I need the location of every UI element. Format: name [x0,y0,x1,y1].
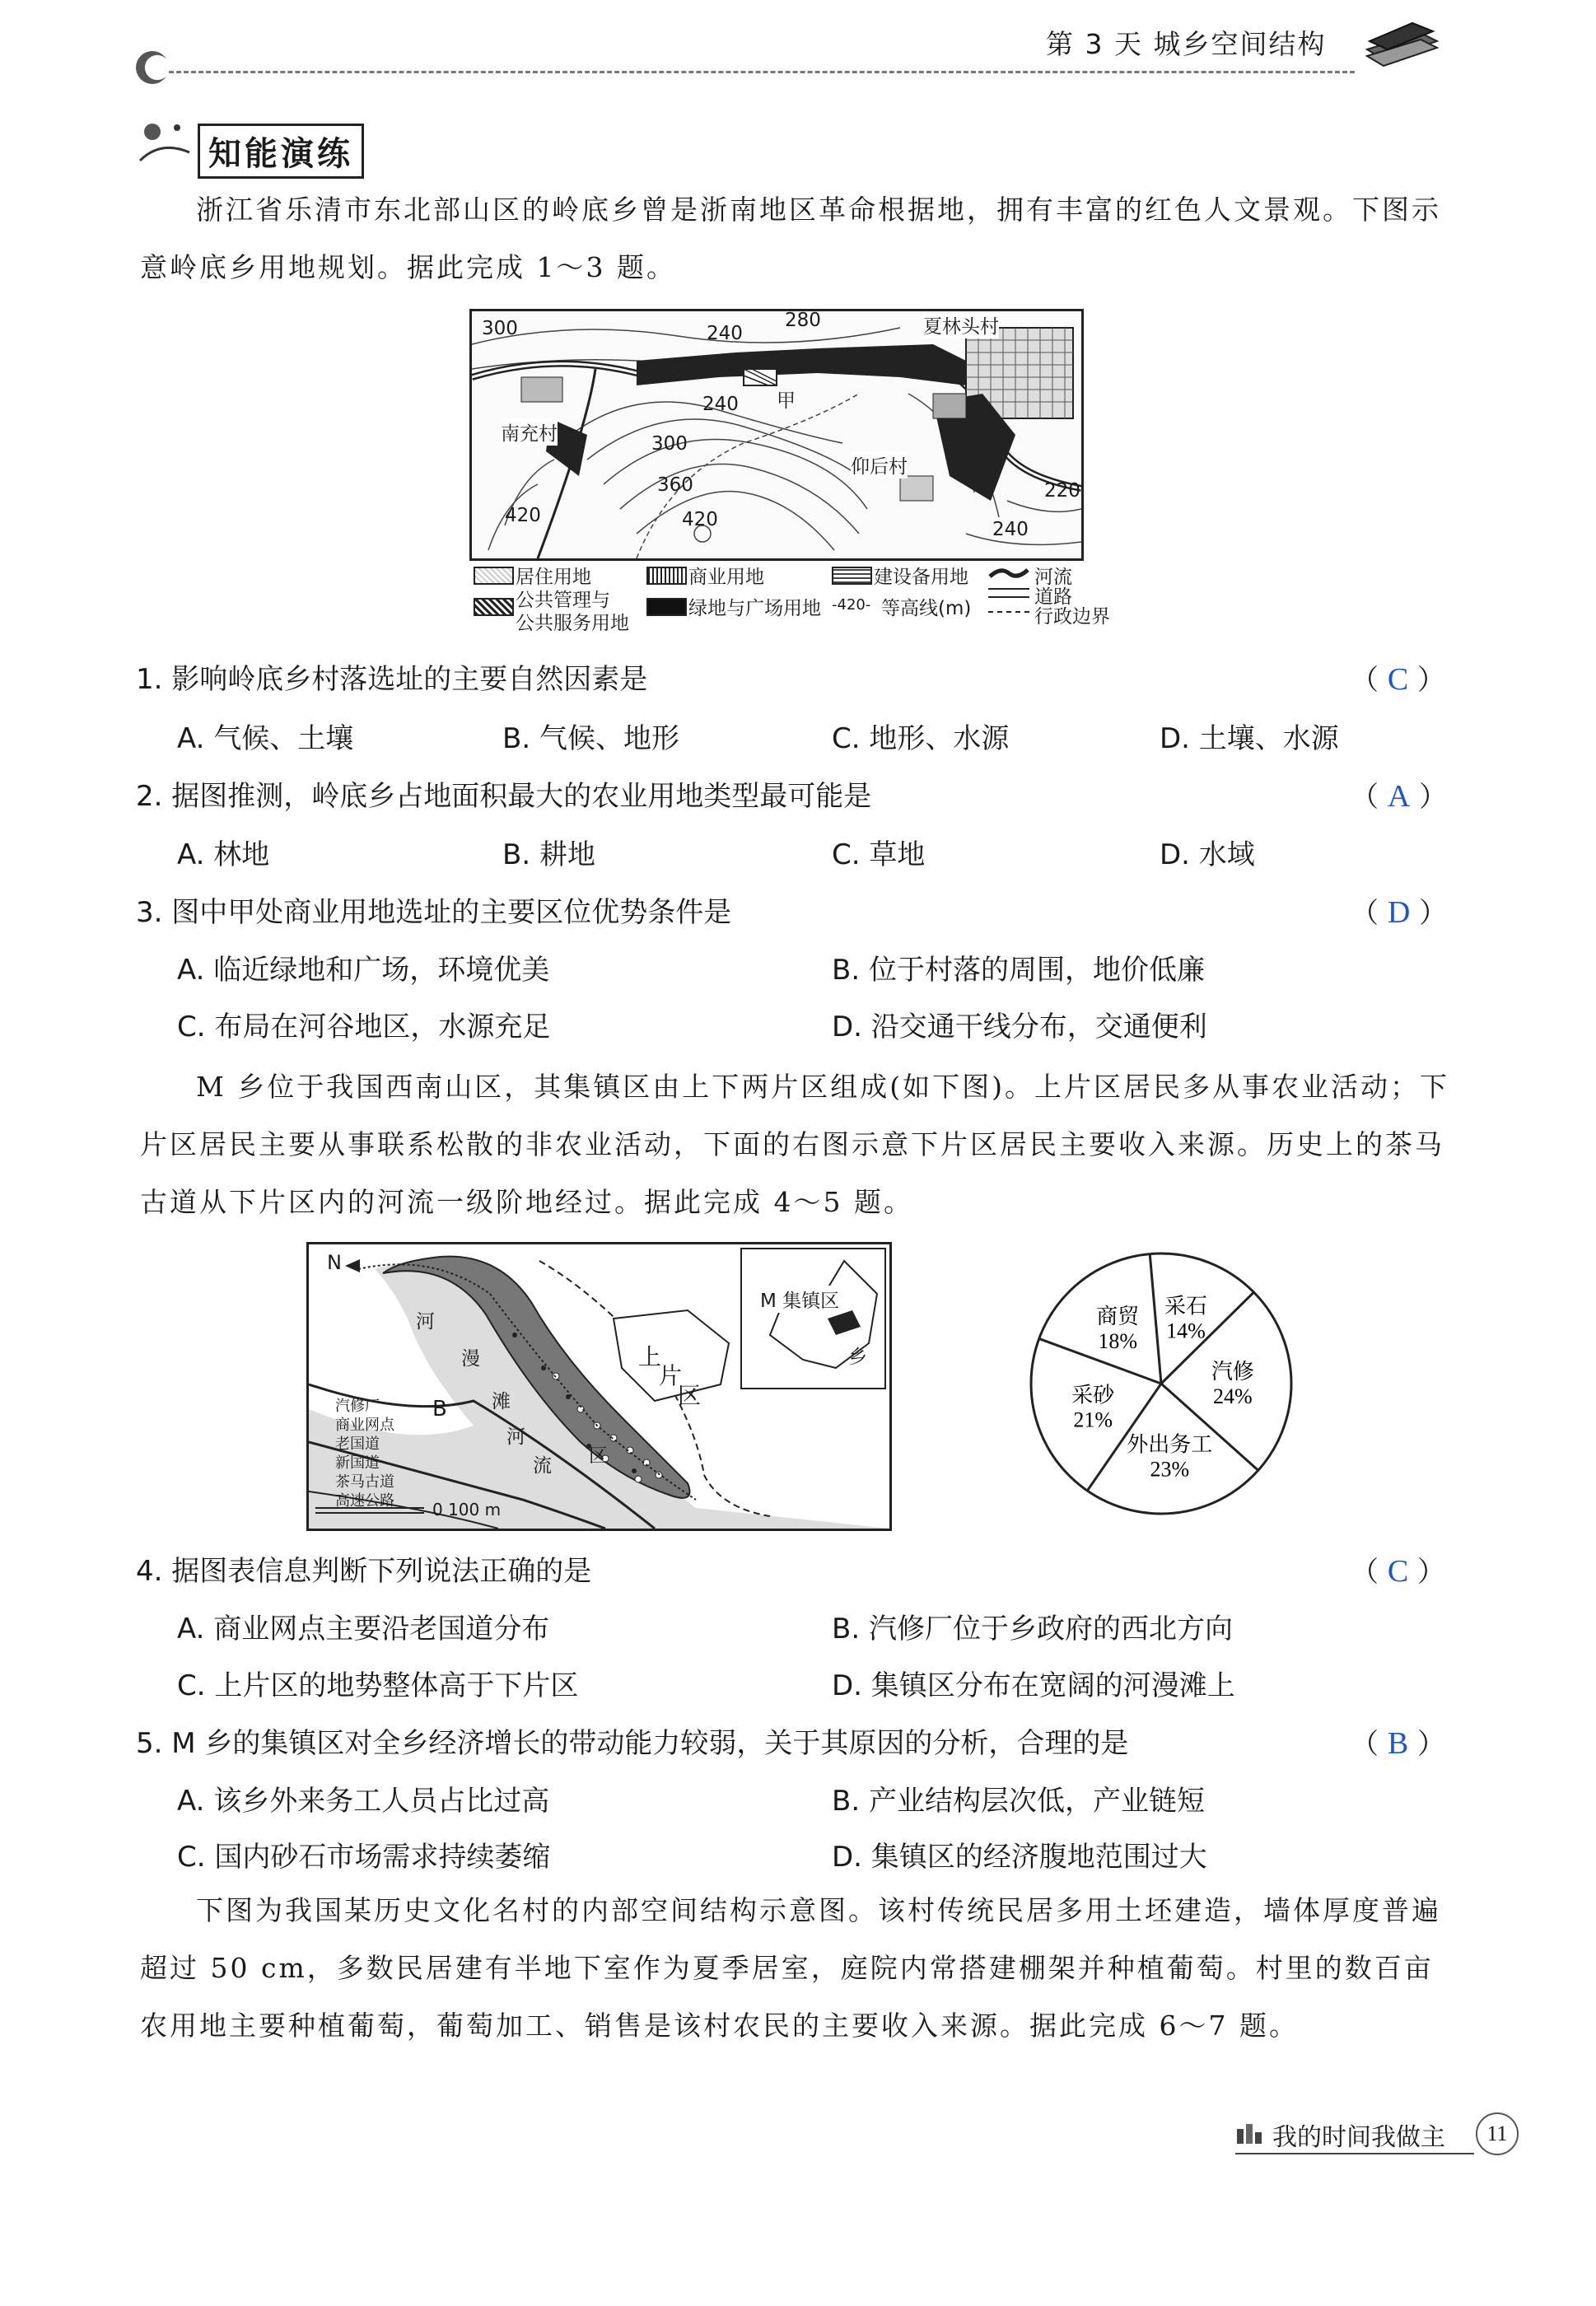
option-2c: C. 草地 [832,838,926,871]
pie-category-label: 汽修 [1211,1359,1254,1384]
answer-5: （ B ） [1351,1726,1445,1761]
option-5b: B. 产业结构层次低，产业链短 [832,1785,1205,1818]
option-1d: D. 土壤、水源 [1160,722,1339,755]
answer-1: （ C ） [1351,662,1445,697]
land-use-legend [469,560,1128,642]
village-label: 南充村 [501,418,558,446]
residential-swatch-icon [474,567,514,585]
contour-label: 220 [1044,480,1080,502]
commercial-swatch-icon [646,567,687,585]
legend-public: 公共管理与 [516,590,610,611]
answer-4: （ C ） [1351,1554,1445,1589]
option-4a: A. 商业网点主要沿老国道分布 [177,1613,550,1645]
question-4: 4. 据图表信息判断下列说法正确的是 [136,1555,592,1588]
option-2b: B. 耕地 [502,838,595,871]
footer-underline [1235,2153,1474,2154]
village-label: 夏林头村 [923,311,999,338]
passage-2: M 乡位于我国西南山区，其集镇区由上下两片区组成(如下图)。上片区居民多从事农业活动；下片区居民主要从事联系松散的非农业活动，下面的右图示意下片区居民主要收入来源。历史上的茶马古道从下片区内的河流一级阶地经过。据此完成 4～5 题。 [140,1071,1450,1218]
passage-1: 浙江省乐清市东北部山区的岭底乡曾是浙南地区革命根据地，拥有丰富的红色人文景观。下图示意岭底乡用地规划。据此完成 1～3 题。 [140,194,1441,283]
legend-river: 河流 [1034,567,1072,588]
answer-2: （ A ） [1351,779,1448,814]
contour-label: 240 [702,394,739,415]
village-label: 仰后村 [851,451,908,478]
book-stack-icon [1363,16,1441,74]
question-2: 2. 据图推测，岭底乡占地面积最大的农业用地类型最可能是 [136,780,872,813]
scale-bar-label: 0 100 m [432,1500,502,1519]
legend-road: 道路 [1034,586,1072,608]
section-title: 知能演练 [198,124,364,179]
option-2d: D. 水域 [1160,838,1255,871]
option-3a: A. 临近绿地和广场，环境优美 [177,954,550,987]
floodplain-label: 漫 [461,1348,480,1370]
district-label: 区 [589,1445,608,1467]
contour-label: 300 [482,318,518,339]
legend-new-highway: 新国道 [335,1454,380,1472]
contour-label: 240 [992,519,1029,540]
contour-label: 420 [682,509,718,530]
legend-construction: 建设备用地 [874,567,968,588]
floodplain-label-2: 滩 [492,1391,511,1412]
land-use-map-drawing [472,311,1081,558]
option-2a: A. 林地 [177,838,270,871]
contour-label: 240 [707,323,743,344]
river-label-2: 河 [506,1426,525,1448]
option-1c: C. 地形、水源 [832,722,1010,755]
pie-category-label: 采砂 [1071,1383,1115,1408]
construction-swatch-icon [832,567,872,585]
option-5d: D. 集镇区的经济腹地范围过大 [832,1841,1207,1874]
option-1b: B. 气候、地形 [502,722,679,755]
income-pie-chart [1025,1248,1297,1519]
footer-decoration-icon [1235,2121,1263,2145]
pie-category-label: 采石 [1164,1294,1208,1319]
contour-label: 300 [651,433,688,455]
pie-value-label: 14% [1166,1319,1206,1343]
corner-decoration-icon [136,51,169,84]
boundary-symbol-icon [988,611,1029,613]
legend-garage: 汽修厂 [335,1398,380,1415]
contour-label: 420 [505,505,541,526]
legend-residential: 居住用地 [516,567,591,588]
section-title-decoration-icon [136,115,194,165]
land-use-map [469,309,1084,561]
upper-district-label: 上 [638,1343,662,1370]
green-swatch-icon [646,598,687,616]
upper-district-label-2: 片 [659,1362,683,1389]
header-divider [169,71,1355,73]
river-label-3: 流 [533,1455,552,1477]
public-swatch-icon [474,598,514,616]
legend-boundary: 行政边界 [1034,606,1110,628]
option-3c: C. 布局在河谷地区，水源充足 [177,1011,551,1043]
pie-value-label: 24% [1213,1384,1253,1408]
point-b-label: B [432,1397,447,1421]
option-5a: A. 该乡外来务工人员占比过高 [177,1785,550,1818]
legend-commercial: 商业用地 [688,567,764,588]
option-3b: B. 位于村落的周围，地价低廉 [832,954,1205,987]
contour-symbol: -420- [832,596,871,614]
option-1a: A. 气候、土壤 [177,722,354,755]
pie-chart-svg [1025,1248,1297,1519]
upper-district-label-3: 区 [678,1382,702,1409]
river-label: 河 [416,1311,435,1333]
question-3: 3. 图中甲处商业用地选址的主要区位优势条件是 [136,896,732,929]
option-4c: C. 上片区的地势整体高于下片区 [177,1669,579,1702]
answer-3: （ D ） [1351,895,1448,930]
pie-category-label: 商贸 [1096,1304,1140,1329]
legend-expressway: 高速公路 [335,1492,394,1510]
passage-3: 下图为我国某历史文化名村的内部空间结构示意图。该村传统民居多用土坯建造，墙体厚度普遍超过 50 cm，多数民居建有半地下室作为夏季居室，庭院内常搭建棚架并种植葡萄。村里的数百亩农用地主要种植葡萄，葡萄加工、销售是该村农民的主要收入来源。据此完成 6～7 题。 [140,1894,1441,2042]
pie-value-label: 21% [1073,1407,1113,1432]
commercial-site-label: 甲 [777,390,796,412]
town-map-legend [317,1397,432,1510]
contour-label: 360 [657,474,693,496]
legend-shop: 商业网点 [335,1417,394,1434]
question-5: 5. M 乡的集镇区对全乡经济增长的带动能力较弱，关于其原因的分析，合理的是 [136,1727,1129,1760]
river-symbol-icon [988,565,1029,581]
footer-slogan: 我的时间我做主 [1272,2123,1445,2152]
north-arrow-icon [345,1259,360,1272]
option-5c: C. 国内砂石市场需求持续萎缩 [177,1841,551,1874]
legend-public-2: 公共服务用地 [516,613,629,634]
north-arrow: N [327,1251,342,1274]
page-number: 11 [1476,2112,1519,2155]
legend-contour: 等高线(m) [881,598,972,619]
pie-category-label: 外出务工 [1127,1432,1213,1458]
option-4d: D. 集镇区分布在宽阔的河漫滩上 [832,1669,1235,1702]
contour-label: 280 [785,310,821,331]
question-1: 1. 影响岭底乡村落选址的主要自然因素是 [136,663,648,696]
pie-value-label: 23% [1150,1457,1190,1482]
header-title: 第 3 天 城乡空间结构 [1046,28,1327,60]
legend-tea-horse-road: 茶马古道 [335,1473,394,1491]
option-4b: B. 汽修厂位于乡政府的西北方向 [832,1613,1233,1645]
road-symbol-icon [988,588,1029,598]
inset-label: M 集镇区 [760,1286,839,1313]
pie-value-label: 18% [1098,1328,1138,1353]
legend-green: 绿地与广场用地 [688,598,821,619]
option-3d: D. 沿交通干线分布，交通便利 [832,1011,1207,1043]
legend-old-highway: 老国道 [335,1435,380,1453]
inset-xiang-label: 乡 [848,1347,867,1368]
town-map [306,1242,892,1531]
